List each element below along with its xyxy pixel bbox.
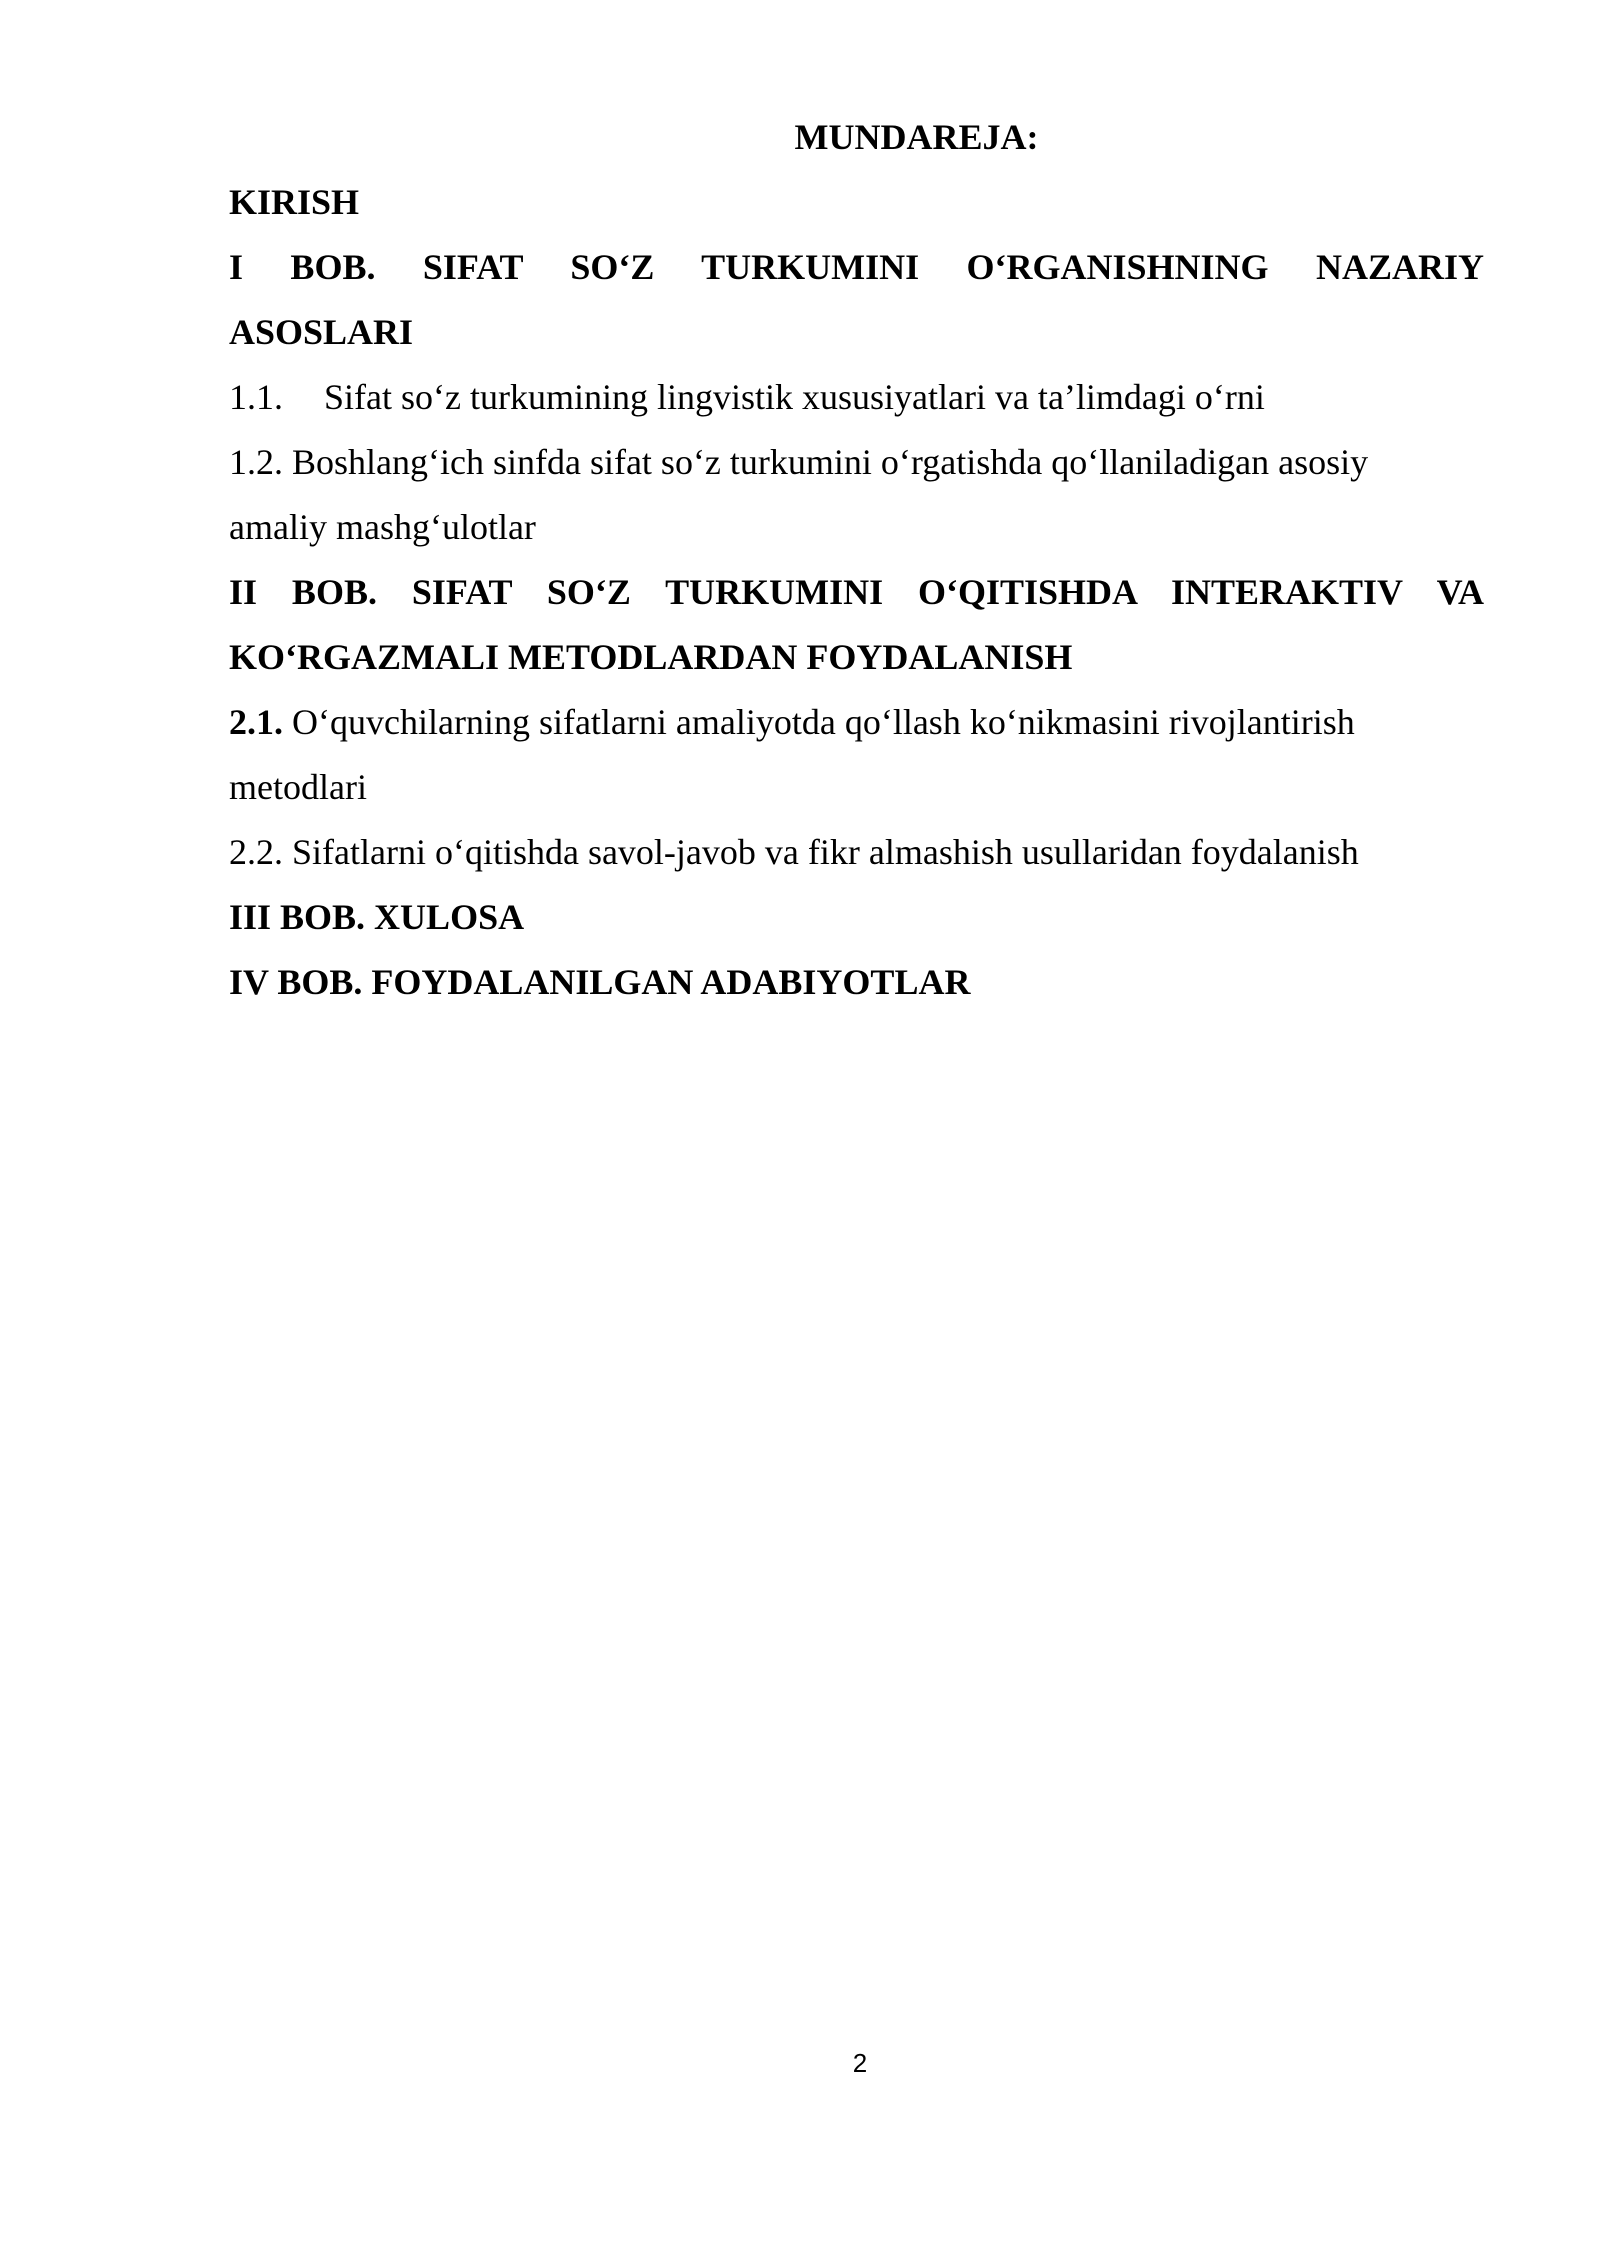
toc-section-2-1-line-2: metodlari: [229, 767, 367, 807]
toc-entry-introduction: KIRISH: [229, 182, 360, 222]
table-of-contents: [229, 105, 1484, 1015]
toc-section-1-2-line-2: amaliy mashg‘ulotlar: [229, 507, 536, 547]
page-title: MUNDAREJA:: [794, 117, 1039, 157]
toc-chapter-1-line-1: I BOB. SIFAT SO‘Z TURKUMINI O‘RGANISHNING NAZARIY: [229, 247, 1484, 287]
toc-section-2-1-line-1: [229, 690, 1484, 755]
toc-chapter-2-line-2: KO‘RGAZMALI METODLARDAN FOYDALANISH: [229, 637, 1073, 677]
section-title: Sifat so‘z turkumining lingvistik xususiyatlari va ta’limdagi o‘rni: [324, 377, 1265, 417]
toc-chapter-1-line-2: ASOSLARI: [229, 312, 414, 352]
page-number: 2: [852, 2048, 868, 2078]
toc-chapter-2-line-1: II BOB. SIFAT SO‘Z TURKUMINI O‘QITISHDA INTERAKTIV VA: [229, 572, 1484, 612]
toc-section-2-2: 2.2. Sifatlarni o‘qitishda savol-javob va fikr almashish usullaridan foydalanish: [229, 832, 1359, 872]
toc-chapter-4: IV BOB. FOYDALANILGAN ADABIYOTLAR: [229, 962, 971, 1002]
section-number: 1.1.: [229, 377, 283, 417]
section-number: 2.1.: [229, 702, 283, 742]
section-title: O‘quvchilarning sifatlarni amaliyotda qo‘llash ko‘nikmasini rivojlantirish: [292, 702, 1355, 742]
toc-section-1-2-line-1: 1.2. Boshlang‘ich sinfda sifat so‘z turkumini o‘rgatishda qo‘llaniladigan asosiy: [229, 442, 1369, 482]
toc-chapter-3: III BOB. XULOSA: [229, 897, 525, 937]
toc-section-1-1: [229, 365, 1484, 430]
